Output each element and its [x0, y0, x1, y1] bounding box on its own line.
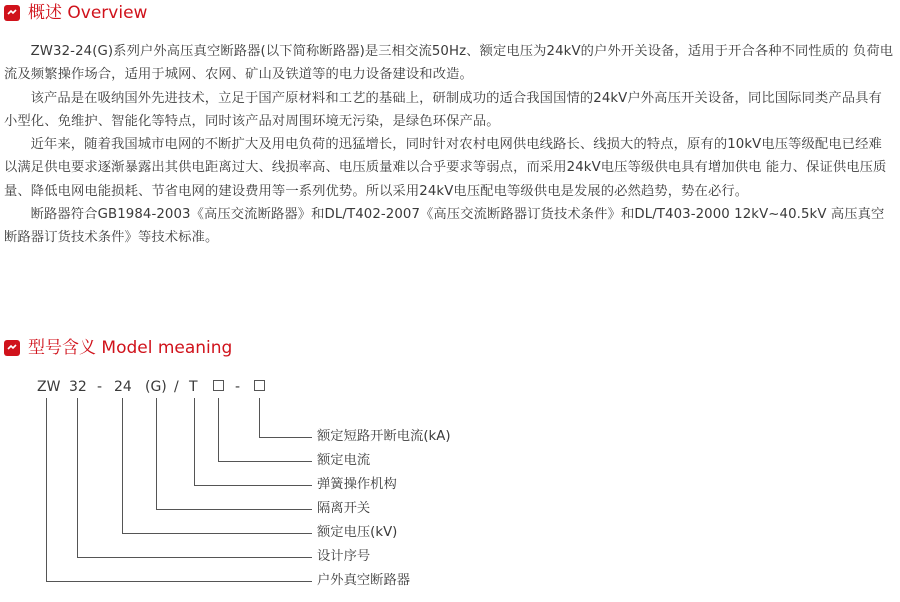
code-mechanism: T	[189, 379, 198, 395]
overview-paragraph: 近年来，随着我国城市电网的不断扩大及用电负荷的迅猛增长，同时针对农村电网供电线路长、线损大的特点，原有的10kV电压等级配电已经难以满足供电要求逐渐暴露出其供电距离过大、线损率高、电压质量难以合乎要求等弱点，而采用24kV电压等级供电具有增加供电 能力、保证供电压质量、降低电网电能损耗、节省电网的建设费用等一系列优势。所以采用24kV电压配电等级供电是发展的必然趋势，势在必行。	[4, 137, 887, 199]
leader-line	[195, 398, 313, 486]
code-design-number: 32	[69, 379, 87, 395]
leader-line	[123, 398, 313, 534]
leader-line	[260, 398, 313, 438]
leader-line	[157, 398, 313, 510]
code-series: ZW	[37, 379, 61, 395]
label-outdoor-breaker: 户外真空断路器	[317, 573, 411, 588]
overview-title: 概述 Overview	[28, 3, 148, 23]
label-breaking-current: 额定短路开断电流(kA)	[317, 429, 451, 444]
label-rated-current: 额定电流	[317, 453, 371, 468]
label-rated-voltage: 额定电压(kV)	[317, 525, 398, 540]
code-dash: -	[97, 379, 103, 395]
overview-paragraph: 该产品是在吸纳国外先进技术，立足于国产原材料和工艺的基础上，研制成功的适合我国国情的24kV户外高压开关设备，同比国际同类产品具有小型化、免维护、智能化等特点，同时该产品对周围环境无污染，是绿色环保产品。	[4, 90, 882, 129]
label-isolator: 隔离开关	[317, 501, 371, 516]
overview-paragraph: 断路器符合GB1984-2003《高压交流断路器》和DL/T402-2007《高压交流断路器订货技术条件》和DL/T403-2000 12kV~40.5kV 高压真空断路器订货技术条件》等技术标准。	[4, 207, 885, 246]
model-title: 型号含义 Model meaning	[28, 338, 233, 358]
label-spring-mechanism: 弹簧操作机构	[317, 477, 397, 492]
code-voltage: 24	[114, 379, 132, 395]
code-slash: /	[174, 379, 179, 395]
leader-line	[219, 398, 313, 462]
code-dash: -	[235, 379, 241, 395]
leader-line	[47, 398, 313, 582]
overview-paragraph: ZW32-24(G)系列户外高压真空断路器(以下简称断路器)是三相交流50Hz、额定电压为24kV的户外开关设备，适用于开合各种不同性质的 负荷电流及频繁操作场合，适用于城网、农网、矿山及铁道等的电力设备建设和改造。	[4, 44, 894, 83]
label-design-number: 设计序号	[317, 549, 371, 564]
code-isolator: (G)	[145, 379, 167, 395]
